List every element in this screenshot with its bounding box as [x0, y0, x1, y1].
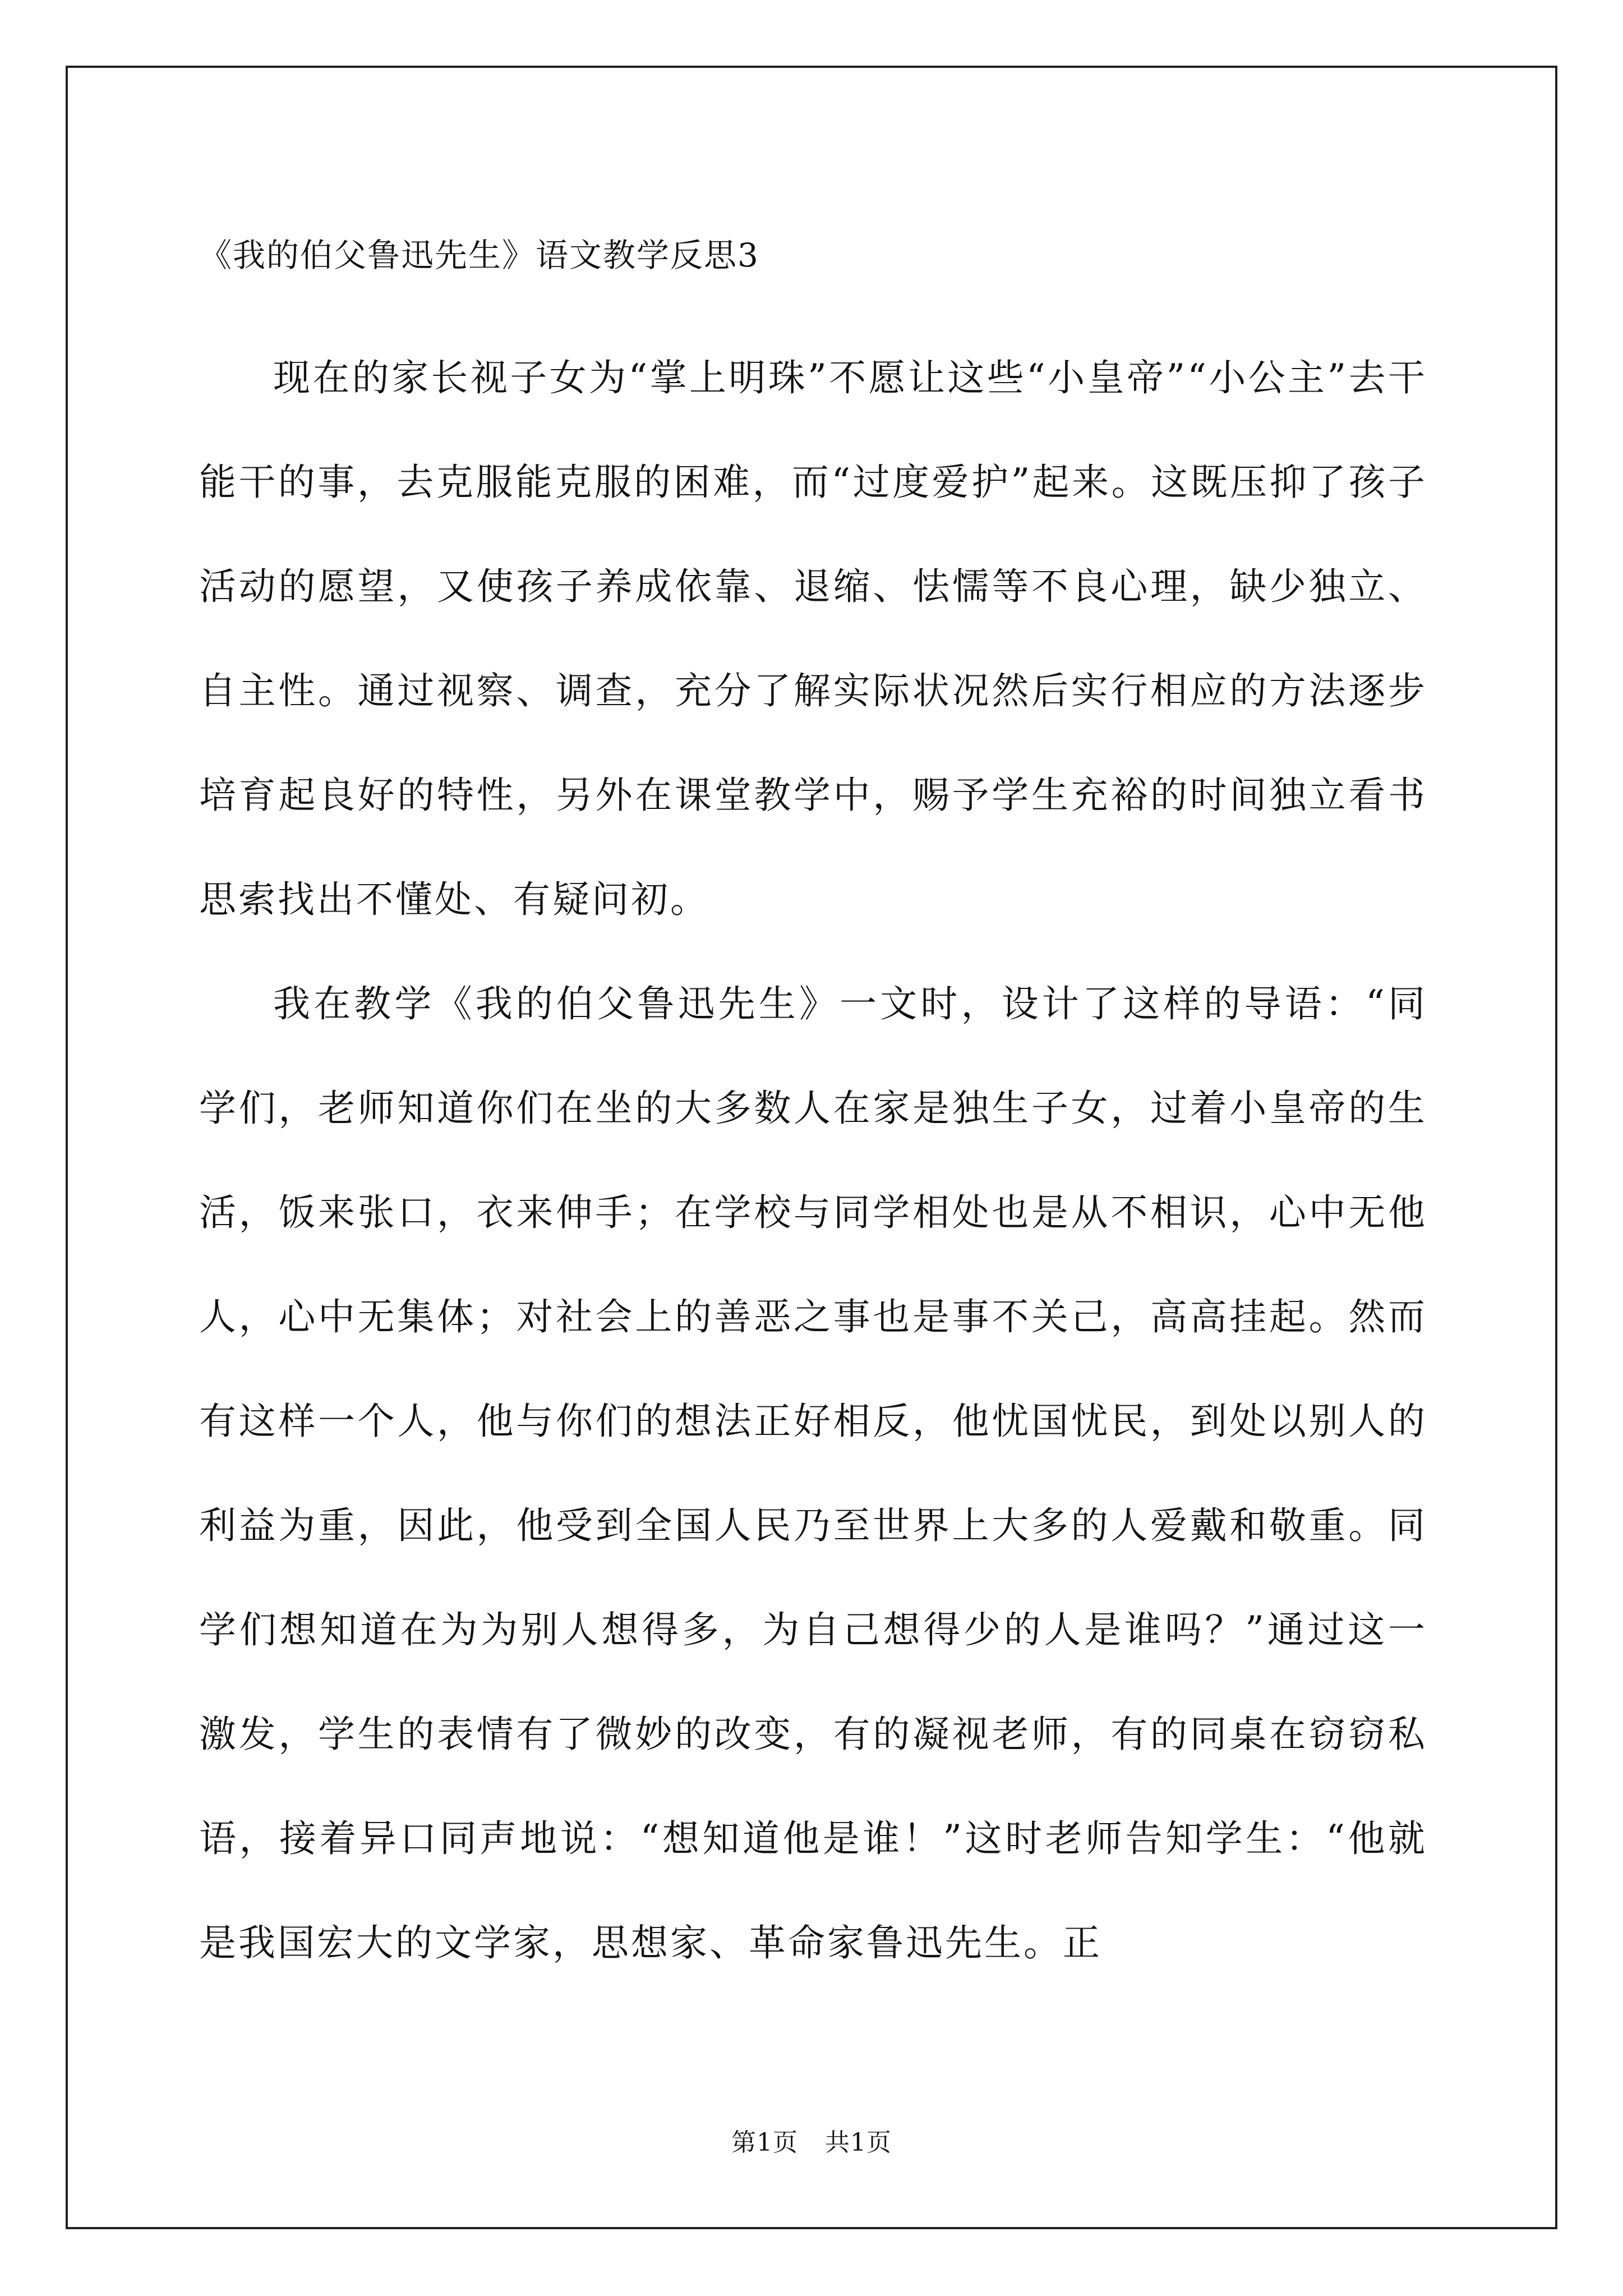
document-title: 《我的伯父鲁迅先生》语文教学反思3	[199, 236, 759, 274]
paragraph-2: 我在教学《我的伯父鲁迅先生》一文时，设计了这样的导语：“同学们，老师知道你们在坐的大多数人在家是独生子女，过着小皇帝的生活，饭来张口，衣来伸手；在学校与同学相处也是从不相识，心中无他人，心中无集体；对社会上的善恶之事也是事不关己，高高挂起。然而有这样一个人，他与你们的想法正好相反，他忧国忧民，到处以别人的利益为重，因此，他受到全国人民乃至世界上大多的人爱戴和敬重。同学们想知道在为为别人想得多，为自己想得少的人是谁吗？”通过这一激发，学生的表情有了微妙的改变，有的凝视老师，有的同桌在窃窃私语，接着异口同声地说：“想知道他是谁！”这时老师告知学生：“他就是我国宏大的文学家，思想家、革命家鲁迅先生。正	[199, 982, 1427, 1964]
page-footer	[0, 2126, 1623, 2160]
paragraph-1: 现在的家长视子女为“掌上明珠”不愿让这些“小皇帝”“小公主”去干能干的事，去克服能克服的困难，而“过度爱护”起来。这既压抑了孩子活动的愿望，又使孩子养成依靠、退缩、怯懦等不良心理，缺少独立、自主性。通过视察、调查，充分了解实际状况然后实行相应的方法逐步培育起良好的特性，另外在课堂教学中，赐予学生充裕的时间独立看书思索找出不懂处、有疑问初。	[199, 356, 1427, 921]
page-number-total: 共1页	[825, 2128, 892, 2157]
page-number-current: 第1页	[731, 2128, 798, 2157]
document-body	[199, 222, 1427, 1995]
